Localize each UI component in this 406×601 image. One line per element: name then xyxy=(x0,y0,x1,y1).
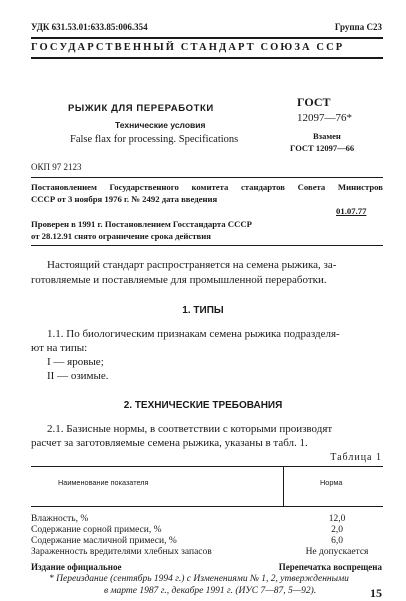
standard-subtitle: Технические условия xyxy=(115,120,206,130)
table-row-name: Зараженность вредителями хлебных запасов xyxy=(31,547,212,557)
type-item-spring: I — яровые; xyxy=(47,356,104,368)
decree-line-2: СССР от 3 ноября 1976 г. № 2492 дата введения xyxy=(31,194,218,204)
page-number: 15 xyxy=(370,586,382,600)
table-rule-header xyxy=(31,506,383,507)
paragraph-2-1-line-1: 2.1. Базисные нормы, в соответствии с которыми производят xyxy=(47,423,333,435)
group-code: Группа С23 xyxy=(334,22,382,32)
table-row-value: Не допускается xyxy=(305,547,369,557)
gost-label: ГОСТ xyxy=(297,95,331,109)
replaced-standard: ГОСТ 12097—66 xyxy=(290,143,355,153)
decree-line-1: Постановлением Государственного комитета стандартов Совета Министров xyxy=(31,182,383,192)
table-row-value: 2,0 xyxy=(331,525,343,535)
header-rule-bottom xyxy=(31,57,383,59)
paragraph-1-1-line-2: ют на типы: xyxy=(31,342,88,354)
reissue-note-line-1: * Переиздание (сентябрь 1994 г.) с Изменениями № 1, 2, утвержденными xyxy=(49,574,349,584)
intro-paragraph-line-1: Настоящий стандарт распространяется на семена рыжика, за- xyxy=(47,259,337,271)
check-line-2: от 28.12.91 снято ограничение срока действия xyxy=(31,231,211,241)
table-row-value: 6,0 xyxy=(331,536,343,546)
section-1-heading: 1. ТИПЫ xyxy=(182,305,224,316)
paragraph-2-1-line-2: расчет за заготовляемые семена рыжика, указаны в табл. 1. xyxy=(31,437,308,449)
introduction-date: 01.07.77 xyxy=(336,206,367,216)
header-rule-top xyxy=(31,37,383,39)
table-row-name: Содержание сорной примеси, % xyxy=(31,525,162,535)
udk-code: УДК 631.53.01:633.85:006.354 xyxy=(31,22,148,32)
type-item-winter: II — озимые. xyxy=(47,370,109,382)
okp-code: ОКП 97 2123 xyxy=(31,162,82,172)
standard-title: РЫЖИК ДЛЯ ПЕРЕРАБОТКИ xyxy=(68,103,214,114)
table-row-name: Влажность, % xyxy=(31,514,89,524)
check-line-1: Проверен в 1991 г. Постановлением Госстандарта СССР xyxy=(31,219,252,229)
table-row-value: 12,0 xyxy=(328,514,346,524)
table-rule-top xyxy=(31,466,383,467)
decree-rule xyxy=(31,245,383,246)
intro-paragraph-line-2: готовляемые и поставляемые для промышленной переработки. xyxy=(31,274,327,286)
table-column-divider xyxy=(283,466,284,507)
table-row-name: Содержание масличной примеси, % xyxy=(31,536,177,546)
table-header-indicator: Наименование показателя xyxy=(58,478,149,487)
reissue-note-line-2: в марте 1987 г., декабре 1991 г. (ИУС 7—87, 5—92). xyxy=(104,586,317,596)
section-2-heading: 2. ТЕХНИЧЕСКИЕ ТРЕБОВАНИЯ xyxy=(123,400,283,411)
standard-title-english: False flax for processing. Specifications xyxy=(70,134,239,145)
table-caption: Таблица 1 xyxy=(330,452,382,463)
state-standard-title: ГОСУДАРСТВЕННЫЙ СТАНДАРТ СОЮЗА ССР xyxy=(31,42,345,53)
reprint-prohibited-label: Перепечатка воспрещена xyxy=(278,562,382,572)
replace-label: Взамен xyxy=(313,131,341,141)
table-header-norm: Норма xyxy=(320,478,343,487)
paragraph-1-1-line-1: 1.1. По биологическим признакам семена рыжика подразделя- xyxy=(47,328,340,340)
okp-rule xyxy=(31,177,383,178)
gost-number: 12097—76* xyxy=(297,112,352,124)
official-edition-label: Издание официальное xyxy=(31,562,122,572)
